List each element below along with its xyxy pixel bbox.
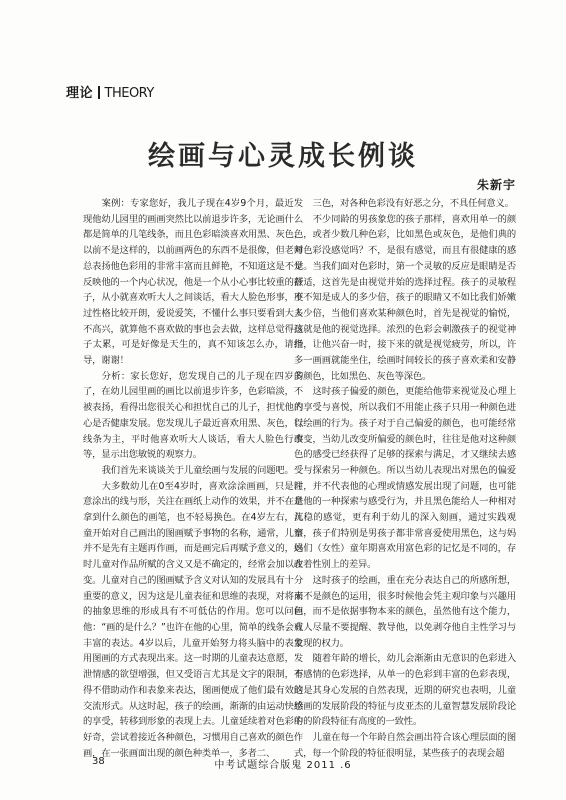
section-label-en: THEORY (104, 86, 154, 101)
section-divider (98, 86, 100, 99)
right-column (294, 196, 516, 761)
paragraph: 不少同龄的男孩象您的孩子那样，喜欢用单一的颜色，或者少数几种色彩，比如黑色或灰色，是他们典的对色彩没感觉吗？不，是很有感觉，而且有很健康的感觉。当我们面对色彩时，第一个灵敏的反应是眼睛是否舒适，这首先是由视觉并始的选择过程。孩子的灵敏程度不知是成人的多少倍，孩子的眼睛又不如比我们娇嫩多少倍，当他们喜欢某种颜色时，首先是视觉的愉悦，这就是他的视觉选择。浓烈的色彩会刺激孩子的视觉神经，让他兴奋一时，接下来的就是视觉疲劳，所以，许多一画画就能坐住，绘画时间较长的孩子喜欢柔和安静的颜色，比如黑色、灰色等深色。 (294, 213, 516, 382)
section-label (66, 82, 154, 101)
paragraph: 案例：专家您好，我儿子现在4岁9个月，最近发现他幼儿园里的画画突然比以前退步许多，无论画什么都是简单的几笔线条，而且色彩暗淡喜欢用黑、灰色，以前不是这样的，以前画两色的东西不是很像，但老师总表扬他色彩用的非常丰富而且鲜艳，不知道这是不是反映他的一个内心状况，他是一个从小心事比较重的孩子，从小就喜欢听大人之间谈话，看大人脸色形事，不过性格比较开朗，爱说爱笑，不懂什么事只要看到大人不高兴，就算他不喜欢做的事也会去做，这样总觉得孩子太累，可是好像是天生的，真不知该怎么办，请指导，谢谢！ (83, 198, 303, 367)
page-footer (0, 756, 566, 770)
section-label-cn: 理论 (66, 86, 94, 101)
paragraph: 这时孩子的绘画，重在充分表达自己的所感所想，而不是颜色的运用，很多时候他会凭主观印象与兴趣用色，而不是依据事物本来的颜色，虽然他有这个能力，成人尽量不要提醒、教导他，以免剥夺他自主性学习与发现的权力。 (294, 574, 516, 649)
journal-name: 中考试题综合版鬼 2011 .6 (214, 760, 352, 771)
article-title: 绘画与心灵成长例谈 (148, 141, 418, 172)
paragraph: 随着年龄的增长，幼儿会渐渐由无意识的色彩进入有感情的色彩选择，从单一的色彩到丰富的色彩表现，这是其身心发展的自然表现，近期的研究也表明，儿童绘画的发展阶段的特征与皮亚杰的儿童智慧发展阶段论中的阶段特征有高度的一致性。 (294, 653, 516, 728)
paragraph: 儿童在每一个年龄自然会画出符合该心理层面的图式，每一个阶段的特征很明显，某些孩子的表现会超 (294, 731, 516, 759)
paragraph: 这时孩子偏爱的颜色，更能给他带来视觉及心理上的享受与喜悦，所以我们不用能止孩子只用一种颜色进行绘画的行为。孩子对于自己偏爱的颜色，也可能经常改变，当幼儿改变所偏爱的颜色时，往往是他对这种颜色的感受已经获得了足够的探索与满足，才又继续去感受与探索另一种颜色。所以当幼儿表现出对黑色的偏爱时，并不代表他的心理或情感发展出现了问题，也可能是他的一种探索与感受行为，并且黑色能给人一种相对沉稳的感觉，更有利于幼儿的深入刻画，通过实践观察，孩子们特别是男孩子都非常喜爱使用黑色，这与妈妈们（女性）童年期喜欢用富色彩的记忆是不同的，存在着性别上的差异。 (294, 386, 516, 571)
paragraph: 三色，对各种色彩没有好恶之分，不具任何意义。 (312, 198, 514, 209)
paragraph: 大多数幼儿在0至4岁时，喜欢涂涂画画，只是注意涂出的线与形，关注在画纸上动作的效果，并不在意拿到什么颜色的画笔，也不轻易换色。在4岁左右，儿童开始对自己画出的图画赋予事物的名称，通常，儿童并不是先有主题再作画，而是画完后再赋予意义的，这时儿童对作品所赋的含义又是不确定的，经常会加以改变。儿童对自己的图画赋予含义对认知的发展具有十分重要的意义，因为这是儿童表征和思维的表现，对将来的抽象思维的形成具有不可低估的作用。您可以问问他：“画的是什么？”也许在他的心里，简单的线条会有丰富的表达。4岁以后，儿童开始努力将头脑中的表象用图画的方式表现出来。这一时期的儿童表达意愿，发泄情感的欲望增强，但又受语言尤其是文字的限制，不得不借助动作和表象来表达，图画便成了他们最有效的交流形式。从这时起，孩子的绘画，渐渐的由运动快感的享受，转移到形象的表现上去。儿童延续着对色彩的好奇，尝试着接近各种颜色，习惯用自己喜欢的颜色作画，在一张画面出现的颜色种类单一，多者二、 (83, 480, 303, 759)
page-number: 38 (92, 756, 105, 767)
article-author: 朱新宇 (476, 178, 516, 192)
paragraph: 分析：家长您好，您发现自己的儿子现在四岁多了，在幼儿园里画的画比以前退步许多，色彩暗淡，不被表扬，看得出您很关心和担忧自己的儿子，担忧他内心是否健康发展。您发现儿子最近喜欢用黑、灰色，以线条为主，平时他喜欢听大人谈话，看大人脸色行事等，显示出您敏锐的观察力。 (83, 370, 303, 461)
left-column (83, 196, 303, 761)
paragraph: 我们首先来谈谈关于儿童绘画与发展的问题吧。 (101, 464, 294, 476)
